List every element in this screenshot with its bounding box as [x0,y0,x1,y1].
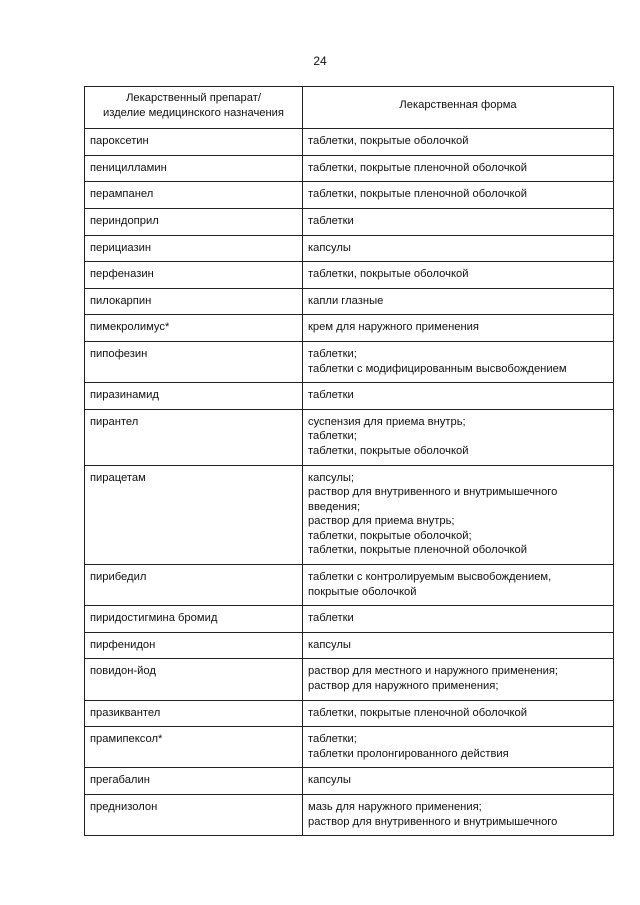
dosage-form-cell [303,632,614,659]
dosage-form-line: таблетки; [308,430,357,443]
drug-name-cell: пеницилламин [85,155,303,182]
dosage-form-line: таблетки с контролируемым высвобождением, [308,571,552,584]
dosage-form-line: таблетки, покрытые пленочной оболочкой [308,706,528,719]
dosage-form-cell [303,795,614,836]
dosage-form-line: таблетки, покрытые оболочкой [308,268,469,281]
dosage-form-line: таблетки [308,612,354,625]
table-row [85,768,614,795]
dosage-form-line: раствор для приема внутрь; [308,515,455,528]
drug-name-cell: пирацетам [85,465,303,565]
table-row [85,606,614,633]
dosage-form-cell [303,155,614,182]
header-drug [85,87,303,129]
drug-name-cell: перициазин [85,235,303,262]
dosage-form-cell [303,727,614,768]
drug-name-cell: перфеназин [85,262,303,289]
dosage-form-line: таблетки, покрытые пленочной оболочкой [308,188,528,201]
dosage-form-cell [303,465,614,565]
page-number: 24 [313,54,327,68]
drug-name-cell: пимекролимус* [85,315,303,342]
table-row [85,727,614,768]
dosage-form-line: таблетки, покрытые пленочной оболочкой [308,161,528,174]
dosage-form-cell [303,606,614,633]
dosage-form-line: раствор для наружного применения; [308,680,499,693]
dosage-form-cell [303,262,614,289]
drug-name-cell: пилокарпин [85,288,303,315]
dosage-form-cell [303,341,614,382]
drug-name-cell: пароксетин [85,129,303,156]
table-row [85,288,614,315]
dosage-form-cell [303,315,614,342]
dosage-form-cell [303,208,614,235]
drug-name-cell: прегабалин [85,768,303,795]
table-row [85,129,614,156]
drug-name-cell: перампанел [85,182,303,209]
dosage-form-line: капсулы [308,241,351,254]
dosage-form-line: таблетки, покрытые оболочкой [308,135,469,148]
dosage-form-line: раствор для внутривенного и внутримышечного [308,815,558,828]
table-row [85,409,614,465]
drug-name-cell: пирибедил [85,565,303,606]
dosage-form-line: таблетки [308,214,354,227]
table-row [85,341,614,382]
table-row [85,315,614,342]
dosage-form-line: таблетки [308,389,354,402]
table-row [85,383,614,410]
drug-table [84,86,614,836]
dosage-form-line: капсулы [308,638,351,651]
header-drug-line: изделие медицинского назначения [103,106,284,119]
header-drug-line: Лекарственный препарат/ [126,92,261,104]
dosage-form-line: таблетки; [308,733,357,746]
table-row [85,155,614,182]
dosage-form-line: раствор для местного и наружного применения; [308,665,559,678]
dosage-form-line: капсулы [308,774,351,787]
dosage-form-cell [303,182,614,209]
table-row [85,700,614,727]
drug-name-cell: пипофезин [85,341,303,382]
dosage-form-cell [303,235,614,262]
table-row [85,182,614,209]
dosage-form-cell [303,659,614,700]
dosage-form-line: суспензия для приема внутрь; [308,415,466,428]
dosage-form-line: таблетки пролонгированного действия [308,747,509,760]
table-row [85,565,614,606]
table-row [85,208,614,235]
drug-name-cell: пиразинамид [85,383,303,410]
drug-name-cell: преднизолон [85,795,303,836]
dosage-form-line: покрытые оболочкой [308,585,417,598]
dosage-form-line: раствор для внутривенного и внутримышечного [308,486,558,499]
dosage-form-line: введения; [308,500,361,513]
table-row [85,632,614,659]
table-row [85,235,614,262]
dosage-form-cell [303,383,614,410]
table-header-row [85,87,614,129]
drug-name-cell: повидон-йод [85,659,303,700]
dosage-form-cell [303,768,614,795]
drug-name-cell: периндоприл [85,208,303,235]
dosage-form-line: таблетки, покрытые оболочкой [308,444,469,457]
dosage-form-line: таблетки с модифицированным высвобождением [308,362,567,375]
dosage-form-line: капли глазные [308,294,384,307]
table-row [85,262,614,289]
table-row [85,465,614,565]
drug-name-cell: пирфенидон [85,632,303,659]
dosage-form-cell [303,129,614,156]
dosage-form-cell [303,288,614,315]
dosage-form-line: мазь для наружного применения; [308,801,482,813]
drug-name-cell: празиквантел [85,700,303,727]
table-row [85,659,614,700]
table-row [85,795,614,836]
dosage-form-line: таблетки, покрытые пленочной оболочкой [308,544,528,557]
table-body [85,129,614,836]
drug-name-cell: прамипексол* [85,727,303,768]
dosage-form-cell [303,700,614,727]
dosage-form-line: таблетки, покрытые оболочкой; [308,529,472,542]
drug-name-cell: пиридостигмина бромид [85,606,303,633]
dosage-form-cell [303,409,614,465]
dosage-form-line: крем для наружного применения [308,321,479,334]
drug-name-cell: пирантел [85,409,303,465]
dosage-form-cell [303,565,614,606]
dosage-form-line: капсулы; [308,471,355,484]
dosage-form-line: таблетки; [308,347,357,360]
header-form: Лекарственная форма [303,87,614,129]
